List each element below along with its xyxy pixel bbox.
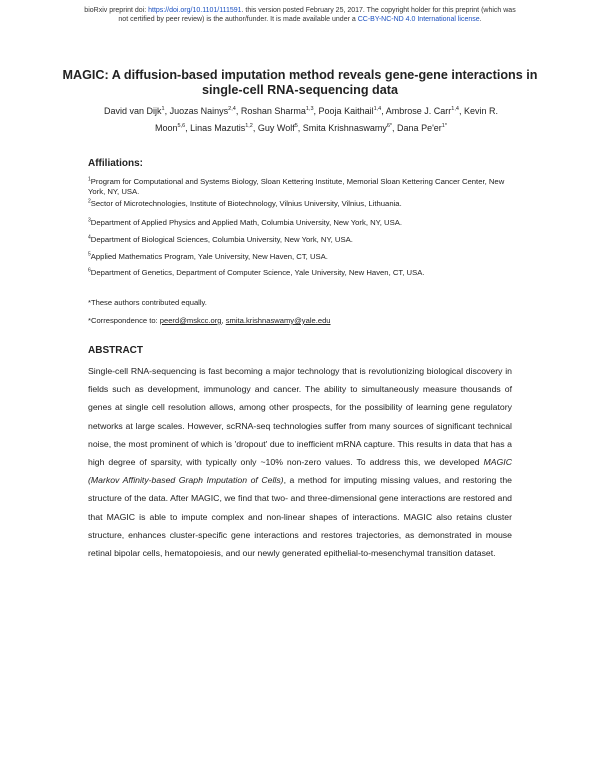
author: Pooja Kaithail$^{1,4}$	[318, 106, 382, 116]
affiliation-item: $^3$Department of Applied Physics and Applied Math, Columbia University, New York, NY, USA.	[88, 217, 402, 227]
author: Linas Mazutis$^{1,2}$	[190, 123, 253, 133]
correspondence-note: *Correspondence to: peerd@mskcc.org, smita.krishnaswamy@yale.edu	[88, 316, 331, 325]
author: Kevin R. Moon$^{5,6}$	[154, 106, 498, 133]
affiliation-item: $^1$Program for Computational and Systems Biology, Sloan Kettering Institute, Memorial Sloan Kettering Cancer Center, New York, NY, USA.	[88, 176, 505, 196]
abstract-heading: ABSTRACT	[88, 345, 143, 356]
email-link-krishnaswamy[interactable]: smita.krishnaswamy@yale.edu	[225, 316, 331, 325]
header-line-2: not certified by peer review) is the author/funder. It is made available under a CC-BY-NC-ND 4.0 International license.	[118, 16, 482, 23]
email-link-peer[interactable]: peerd@mskcc.org	[159, 316, 222, 325]
author: David van Dijk$^1$	[104, 106, 165, 116]
author: Ambrose J. Carr$^{1,4}$	[385, 106, 459, 116]
affiliation-item: $^4$Department of Biological Sciences, Columbia University, New York, NY, USA.	[88, 234, 353, 244]
author: Juozas Nainys$^{2,4}$	[169, 106, 236, 116]
affiliations-heading: Affiliations:	[88, 158, 143, 169]
affiliation-item: $^5$Applied Mathematics Program, Yale University, New Haven, CT, USA.	[88, 251, 328, 261]
author: Guy Wolf$^5$	[257, 123, 298, 133]
license-link[interactable]: CC-BY-NC-ND 4.0 International license	[357, 16, 480, 23]
biorxiv-header	[0, 6, 600, 24]
author: Smita Krishnaswamy$^{6*}$	[302, 123, 393, 133]
author: Roshan Sharma$^{1,3}$	[240, 106, 314, 116]
paper-title: MAGIC: A diffusion-based imputation method reveals gene-gene interactions in single-cell RNA-sequencing data	[62, 68, 538, 97]
affiliation-item: $^2$Sector of Microtechnologies, Institute of Biotechnology, Vilnius University, Vilnius, Lithuania.	[88, 198, 402, 208]
author-list: David van Dijk$^1$, Juozas Nainys$^{2,4}$, Roshan Sharma$^{1,3}$, Pooja Kaithail$^{1,4}$, Ambrose J. Carr$^{1,4}$, Kevin R. Moon$^{5,6}$, Linas Mazutis$^{1,2}$, Guy Wolf$^5$, Smita Krishnaswamy$^{6*}$, Dana $Pe'er^{1*}$	[104, 106, 498, 133]
equal-contribution-note: *These authors contributed equally.	[88, 298, 207, 307]
author: Dana $Pe'er^{1*}$	[397, 123, 447, 133]
doi-link[interactable]: https://doi.org/10.1101/111591	[148, 7, 242, 14]
header-line-1: bioRxiv preprint doi: https://doi.org/10.1101/111591. this version posted February 25, 2017. The copyright holder for this preprint (which was	[84, 7, 516, 14]
affiliation-item: $^6$Department of Genetics, Department of Computer Science, Yale University, New Haven, CT, USA.	[88, 267, 425, 277]
magic-name: MAGIC (Markov Affinity-based Graph Imputation of Cells)	[88, 457, 512, 486]
abstract-body: Single-cell RNA-sequencing is fast becoming a major technology that is revolutionizing biological discovery in fields such as development, immunology and cancer. The ability to simultaneously measure thousands of genes at single cell resolution allows, among other prospects, for the possibility of learning gene regulatory networks at large scales. However, scRNA-seq technologies suffer from many sources of significant technical noise, the most prominent of which is 'dropout' due to inefficient mRNA capture. This results in data that has a high degree of sparsity, with typically only ~10% non-zero values. To address this, we developed MAGIC (Markov Affinity-based Graph Imputation of Cells), a method for imputing missing values, and restoring the structure of the data. After MAGIC, we find that two- and three-dimensional gene interactions are restored and that MAGIC is able to impute complex and non-linear shapes of interactions. MAGIC also retains cluster structure, enhances cluster-specific gene interactions and restores trajectories, as demonstrated in mouse retinal bipolar cells, hematopoiesis, and our newly generated epithelial-to-mesenchymal transition dataset.	[88, 366, 512, 559]
